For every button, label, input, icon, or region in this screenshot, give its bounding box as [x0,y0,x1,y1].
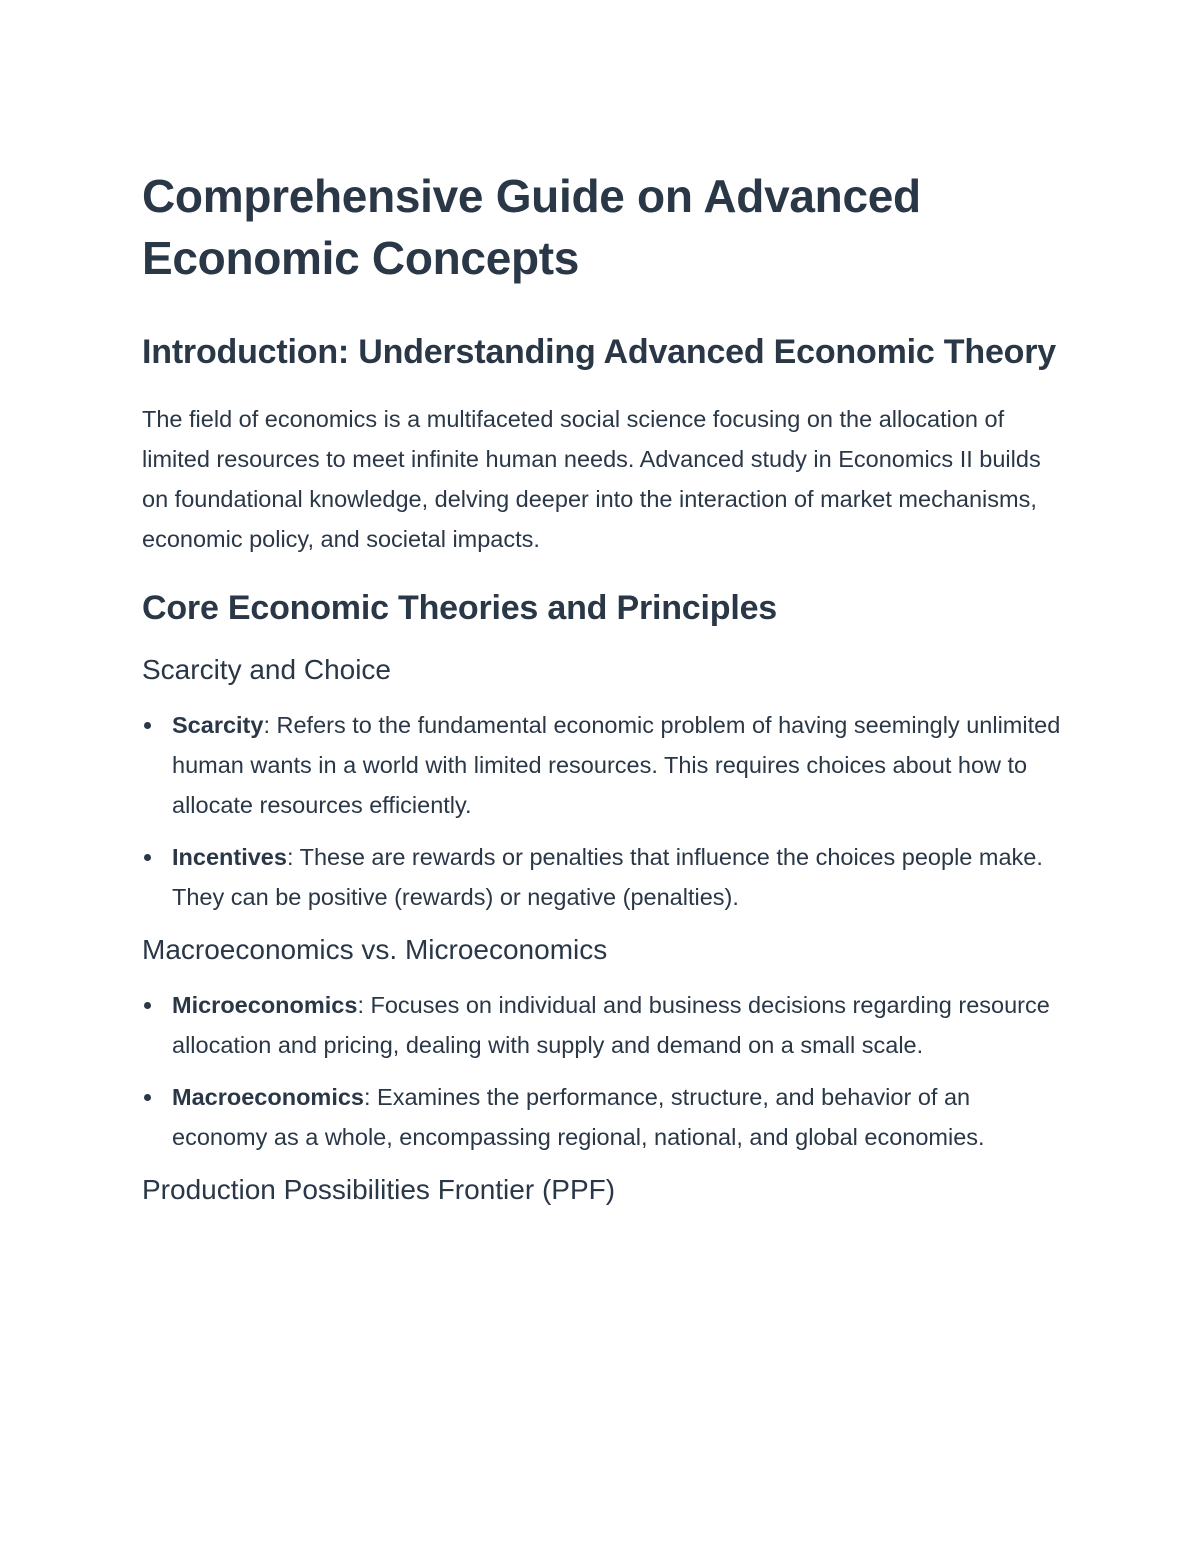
list-item [142,1077,1062,1157]
bullet-icon [144,1002,151,1009]
document-page [142,165,1062,1225]
term-label: Incentives [172,844,287,870]
bullet-icon [144,854,151,861]
core-theories-heading: Core Economic Theories and Principles [142,589,777,627]
scarcity-choice-heading: Scarcity and Choice [142,654,392,685]
term-label: Scarcity [172,712,264,738]
bullet-icon [144,722,151,729]
list-item [142,837,1062,917]
macro-micro-heading: Macroeconomics vs. Microeconomics [142,934,608,965]
document-title: Comprehensive Guide on Advanced Economic Concepts [142,170,921,284]
ppf-heading: Production Possibilities Frontier (PPF) [142,1174,616,1205]
scarcity-list [142,705,1062,917]
term-label: Microeconomics [172,992,358,1018]
list-item [142,985,1062,1065]
term-definition: : These are rewards or penalties that influence the choices people make. They can be positive (rewards) or negative (penalties). [172,844,1043,910]
term-definition: : Examines the performance, structure, and behavior of an economy as a whole, encompassing regional, national, and global economies. [172,1084,985,1150]
intro-paragraph: The field of economics is a multifaceted social science focusing on the allocation of limited resources to meet infinite human needs. Advanced study in Economics II builds on foundational knowledge, delving deeper into the interaction of market mechanisms, economic policy, and societal impacts. [142,406,1041,552]
macro-micro-list [142,985,1062,1157]
term-definition: : Focuses on individual and business decisions regarding resource allocation and pricing, dealing with supply and demand on a small scale. [172,992,1050,1058]
list-item [142,705,1062,825]
term-definition: : Refers to the fundamental economic problem of having seemingly unlimited human wants in a world with limited resources. This requires choices about how to allocate resources efficiently. [172,712,1061,818]
term-label: Macroeconomics [172,1084,364,1110]
bullet-icon [144,1094,151,1101]
intro-heading: Introduction: Understanding Advanced Economic Theory [142,333,1056,371]
